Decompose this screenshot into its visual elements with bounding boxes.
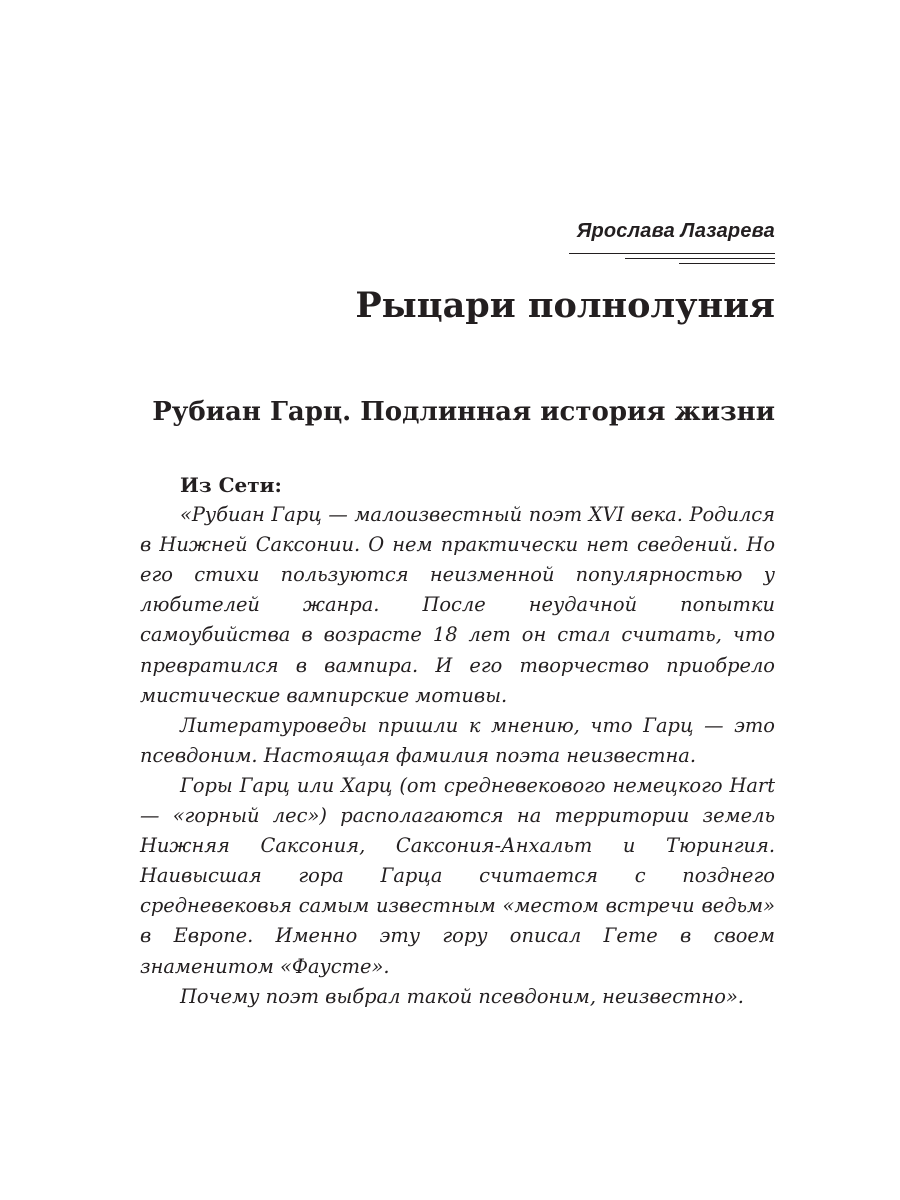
author-name: Ярослава Лазарева	[576, 220, 775, 242]
paragraph: Почему поэт выбрал такой псевдоним, неизвестно».	[180, 984, 744, 1008]
source-label: Из Сети:	[180, 473, 282, 497]
decorative-rule	[679, 263, 775, 264]
decorative-rule	[625, 258, 775, 259]
chapter-title: Рубиан Гарц. Подлинная история жизни	[152, 397, 775, 427]
book-title: Рыцари полнолуния	[355, 285, 775, 326]
paragraph: «Рубиан Гарц — малоизвестный поэт XVI века. Родился в Нижней Саксонии. О нем практически нет сведений. Но его стихи пользуются неизменной популярностью у любителей жанра. После неудачной попытки самоубийства в возрасте 18 лет он стал считать, что превратился в вампира. И его творчество приобрело мистические вампирские мотивы.	[140, 503, 775, 707]
paragraph: Горы Гарц или Харц (от средневекового немецкого Hart — «горный лес») располагаются на территории земель Нижняя Саксония, Саксония-Анхальт и Тюрингия. Наивысшая гора Гарца считается с позднего средневековья самым известным «местом встречи ведьм» в Европе. Именно эту гору описал Гете в своем знаменитом «Фаусте».	[140, 773, 775, 978]
running-header	[577, 218, 775, 244]
decorative-rule	[569, 253, 775, 254]
paragraph: Литературоведы пришли к мнению, что Гарц — это псевдоним. Настоящая фамилия поэта неизвестна.	[140, 713, 775, 767]
body-text	[140, 470, 775, 1012]
